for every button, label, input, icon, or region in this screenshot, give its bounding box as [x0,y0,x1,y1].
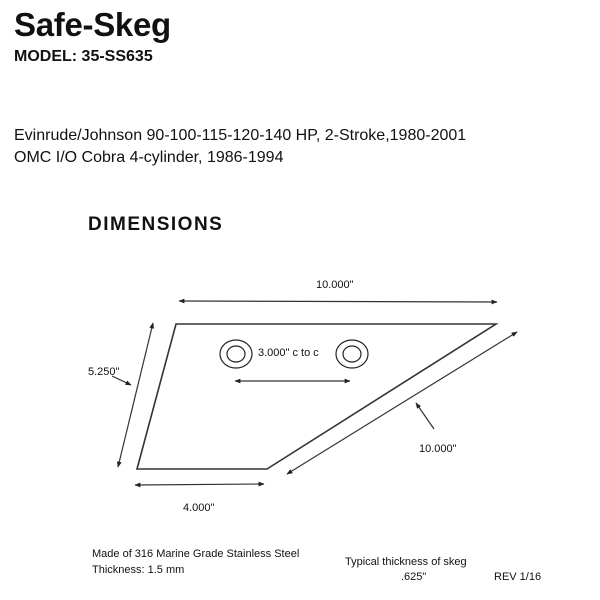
hole-spacing-label: 3.000" c to c [258,347,319,359]
thickness-note: Thickness: 1.5 mm [92,564,185,576]
bottom-dimension-arrow [135,484,264,485]
material-note: Made of 316 Marine Grade Stainless Steel [92,548,300,560]
dimensions-heading: DIMENSIONS [88,214,224,235]
typical-thickness-label: Typical thickness of skeg [345,556,467,568]
mounting-hole-left [220,340,252,368]
height-label: 5.250" [88,366,120,378]
revision-label: REV 1/16 [494,571,542,583]
top-length-label: 10.000" [316,279,354,291]
bottom-length-label: 4.000" [183,502,215,514]
mounting-hole-right [336,340,368,368]
application-line-2: OMC I/O Cobra 4-cylinder, 1986-1994 [14,149,284,166]
top-dimension-arrow [179,301,497,302]
height-dimension-arrow [118,323,153,467]
model-number: MODEL: 35-SS635 [14,48,153,65]
product-title: Safe-Skeg [14,6,171,43]
angled-dimension-arrow [287,332,517,474]
typical-thickness-value: .625" [401,571,427,583]
application-line-1: Evinrude/Johnson 90-100-115-120-140 HP, 2-Stroke,1980-2001 [14,127,467,144]
angled-leader [416,403,434,429]
angled-edge-label: 10.000" [419,443,457,455]
